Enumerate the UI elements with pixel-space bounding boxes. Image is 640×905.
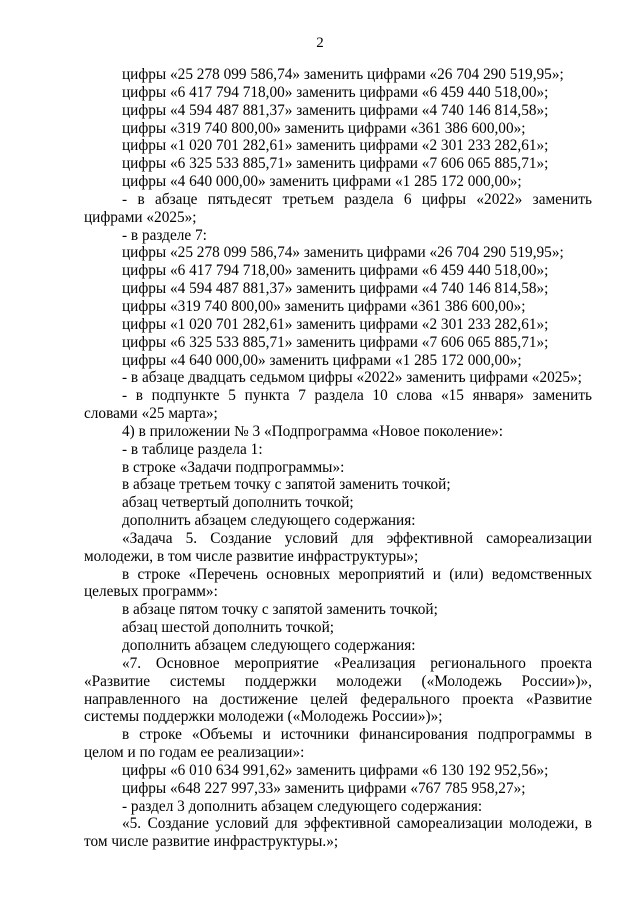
paragraph: цифры «6 325 533 885,71» заменить цифрами «7 606 065 885,71»; (122, 333, 549, 351)
paragraph: цифры «25 278 099 586,74» заменить цифрами «26 704 290 519,95»; (122, 244, 564, 262)
paragraph: цифры «319 740 800,00» заменить цифрами «361 386 600,00»; (122, 119, 526, 137)
paragraph: в абзаце пятом точку с запятой заменить точкой; (122, 601, 438, 619)
paragraph: цифры «6 417 794 718,00» заменить цифрами «6 459 440 518,00»; (122, 262, 549, 280)
document-body (84, 66, 592, 851)
paragraph: - в абзаце пятьдесят третьем раздела 6 цифры «2022» заменить цифрами «2025»; (84, 190, 592, 226)
paragraph: цифры «1 020 701 282,61» заменить цифрами «2 301 233 282,61»; (122, 315, 549, 333)
paragraph: цифры «6 325 533 885,71» заменить цифрами «7 606 065 885,71»; (122, 155, 549, 173)
paragraph: в строке «Задачи подпрограммы»: (122, 458, 345, 476)
page-number: 2 (316, 35, 324, 51)
paragraph: «Задача 5. Создание условий для эффективной самореализации молодежи, в том числе развитие инфраструктуры»; (84, 529, 592, 565)
paragraph: абзац четвертый дополнить точкой; (122, 494, 354, 512)
paragraph: цифры «319 740 800,00» заменить цифрами «361 386 600,00»; (122, 297, 526, 315)
paragraph: цифры «6 010 634 991,62» заменить цифрами «6 130 192 952,56»; (122, 761, 549, 779)
paragraph: 4) в приложении № 3 «Подпрограмма «Новое поколение»: (122, 422, 504, 440)
paragraph: в строке «Перечень основных мероприятий и (или) ведомственных целевых программ»: (84, 565, 592, 601)
paragraph: абзац шестой дополнить точкой; (122, 619, 335, 637)
paragraph: - в разделе 7: (122, 226, 207, 244)
paragraph: в строке «Объемы и источники финансирования подпрограммы в целом и по годам ее реализации»: (84, 726, 592, 762)
paragraph: цифры «4 594 487 881,37» заменить цифрами «4 740 146 814,58»; (122, 280, 549, 298)
paragraph: «5. Создание условий для эффективной самореализации молодежи, в том числе развитие инфраструктуры.»; (84, 815, 592, 851)
paragraph: цифры «25 278 099 586,74» заменить цифрами «26 704 290 519,95»; (122, 66, 564, 83)
paragraph: - в абзаце двадцать седьмом цифры «2022» заменить цифрами «2025»; (122, 369, 582, 387)
paragraph: цифры «4 640 000,00» заменить цифрами «1 285 172 000,00»; (122, 351, 522, 369)
paragraph: цифры «4 640 000,00» заменить цифрами «1 285 172 000,00»; (122, 173, 522, 191)
paragraph: - раздел 3 дополнить абзацем следующего содержания: (122, 797, 483, 815)
paragraph: - в таблице раздела 1: (122, 440, 263, 458)
paragraph: цифры «6 417 794 718,00» заменить цифрами «6 459 440 518,00»; (122, 83, 549, 101)
paragraph: цифры «648 227 997,33» заменить цифрами «767 785 958,27»; (122, 779, 526, 797)
paragraph: цифры «1 020 701 282,61» заменить цифрами «2 301 233 282,61»; (122, 137, 549, 155)
paragraph: дополнить абзацем следующего содержания: (122, 512, 416, 530)
paragraph: дополнить абзацем следующего содержания: (122, 637, 416, 654)
paragraph: цифры «4 594 487 881,37» заменить цифрами «4 740 146 814,58»; (122, 101, 549, 119)
paragraph: - в подпункте 5 пункта 7 раздела 10 слова «15 января» заменить словами «25 марта»; (84, 387, 592, 423)
paragraph: «7. Основное мероприятие «Реализация регионального проекта «Развитие системы поддержки молодежи («Молодежь России»)», направленного на достижение целей федерального проекта «Развитие системы поддержки молодежи («Молодежь России»)»; (84, 654, 592, 726)
paragraph: в абзаце третьем точку с запятой заменить точкой; (122, 476, 451, 494)
